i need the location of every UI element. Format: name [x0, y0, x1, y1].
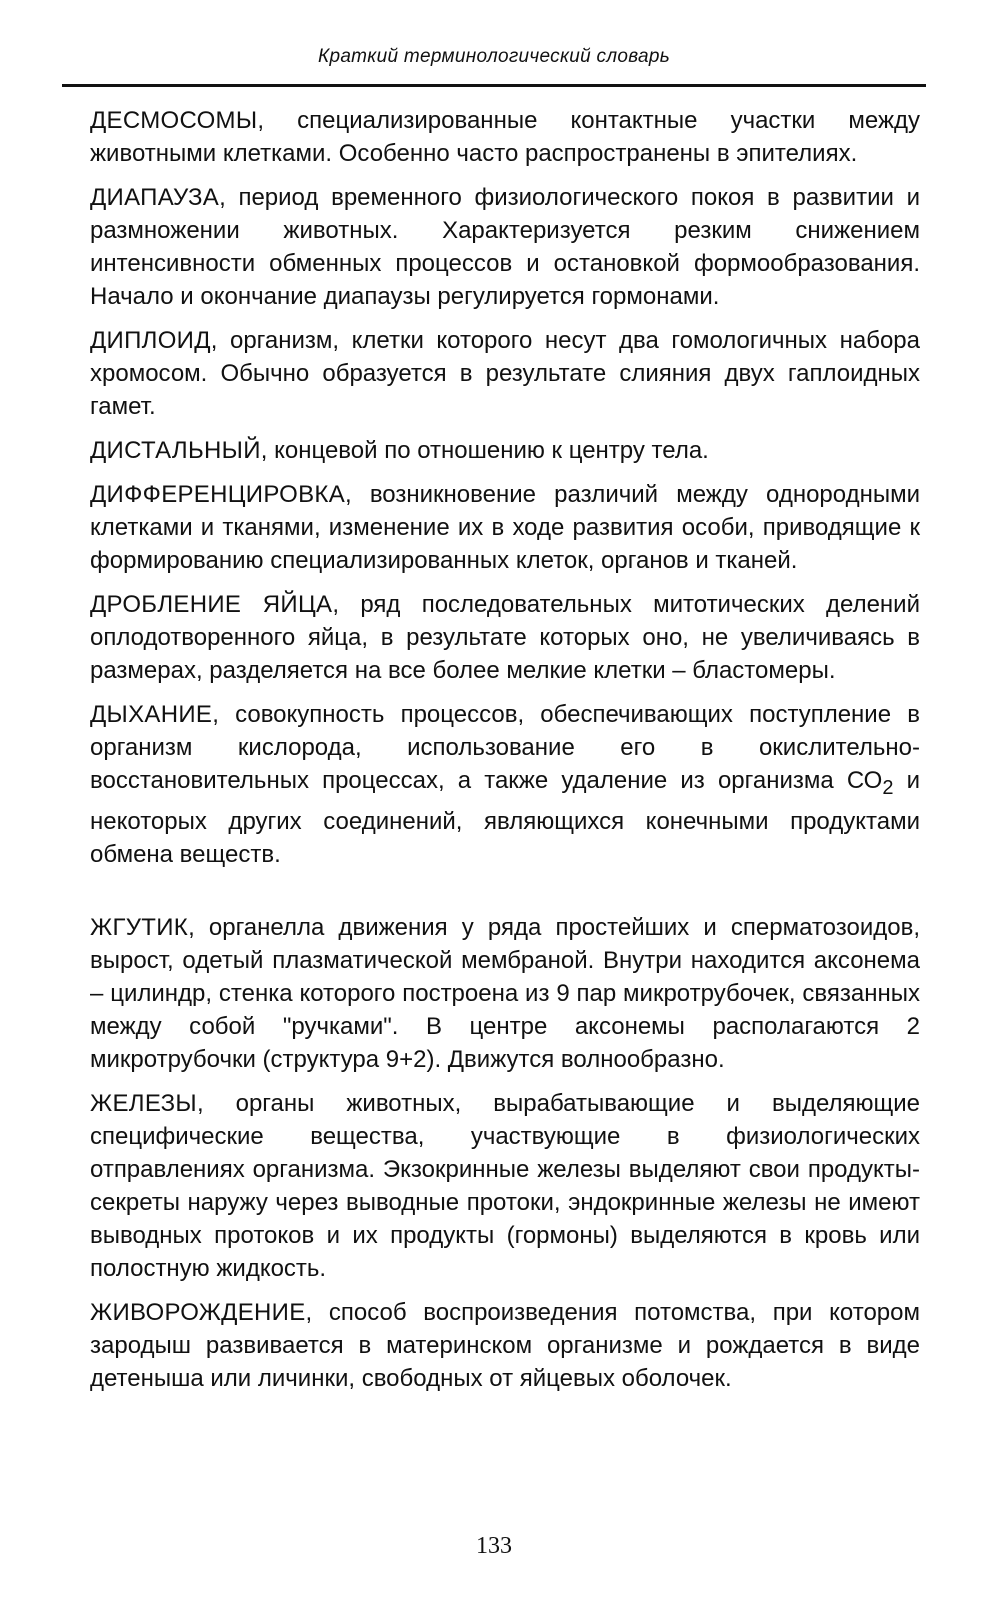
entry-term: ДЫХАНИЕ	[90, 701, 213, 728]
entry-definition: , специализированные контактные участки между животными клетками. Особенно часто распространены в эпителиях.	[90, 107, 920, 167]
entry-zhgutik	[90, 911, 920, 1076]
entry-definition: , совокупность процессов, обеспечивающих поступление в организм кислорода, использование его в окислительно-восстановительных процессах, а также удаление из организма СО	[90, 701, 920, 794]
entry-definition: , организм, клетки которого несут два гомологичных набора хромосом. Обычно образуется в результате слияния двух гаплоидных гамет.	[90, 327, 920, 420]
entry-zhelezy	[90, 1087, 920, 1285]
entry-differentsirovka	[90, 478, 920, 577]
entry-term: ДИФФЕРЕНЦИРОВКА	[90, 481, 345, 508]
entry-definition: , период временного физиологического покоя в развитии и размножении животных. Характеризуется резким снижением интенсивности обменных процессов и остановкой формообразования. Начало и окончание диапаузы регулируется гормонами.	[90, 184, 920, 310]
running-head: Краткий терминологический словарь	[317, 46, 671, 67]
entry-diploid	[90, 324, 920, 423]
entry-diapauza	[90, 181, 920, 313]
entry-term: ДЕСМОСОМЫ	[90, 107, 258, 134]
entry-definition: , способ воспроизведения потомства, при котором зародыш развивается в материнском организме и рождается в виде детеныша или личинки, свободных от яйцевых оболочек.	[90, 1298, 920, 1392]
entry-droblenie-yaitsa	[90, 588, 920, 687]
entry-desmosomy	[90, 104, 920, 170]
dictionary-entries	[90, 104, 920, 1406]
entry-term: ЖИВОРОЖДЕНИЕ	[90, 1298, 306, 1326]
entry-term: ДРОБЛЕНИЕ ЯЙЦА	[90, 591, 333, 618]
entry-term: ЖГУТИК	[90, 913, 189, 941]
entry-definition: , органы животных, вырабатывающие и выделяющие специфические вещества, участвующие в физиологических отправлениях организма. Экзокринные железы выделяют свои продукты-секреты наружу через выводные протоки, эндокринные железы не имеют выводных протоков и их продукты (гормоны) выделяются в кровь или полостную жидкость.	[90, 1089, 920, 1282]
co2-subscript: 2	[882, 776, 894, 799]
entry-term: ДИПЛОИД	[90, 327, 211, 354]
entry-term: ДИСТАЛЬНЫЙ	[90, 437, 261, 464]
entry-definition: , органелла движения у ряда простейших и сперматозоидов, вырост, одетый плазматической мембраной. Внутри находится аксонема – цилиндр, стенка которого построена из 9 пар микротрубочек, связанных между собой "ручками". В центре аксонемы располагаются 2 микротрубочки (структура 9+2). Движутся волнообразно.	[90, 913, 920, 1073]
entry-term: ЖЕЛЕЗЫ	[90, 1089, 197, 1117]
entry-zhivorozhdenie	[90, 1296, 920, 1395]
entry-definition: , возникновение различий между однородными клетками и тканями, изменение их в ходе развития особи, приводящие к формированию специализированных клеток, органов и тканей.	[90, 481, 920, 574]
entry-definition: , ряд последовательных митотических делений оплодотворенного яйца, в результате которых оно, не увеличиваясь в размерах, разделяется на все более мелкие клетки – бластомеры.	[90, 591, 920, 684]
entry-definition-continued: и некоторых других соединений, являющихся конечными продуктами обмена веществ.	[90, 767, 920, 868]
entry-dykhanie	[90, 698, 920, 871]
page-number: 133	[476, 1533, 512, 1559]
entry-definition: , концевой по отношению к центру тела.	[260, 437, 709, 464]
header-rule	[62, 84, 926, 87]
entry-term: ДИАПАУЗА	[90, 184, 220, 211]
entry-distalny	[90, 434, 920, 467]
